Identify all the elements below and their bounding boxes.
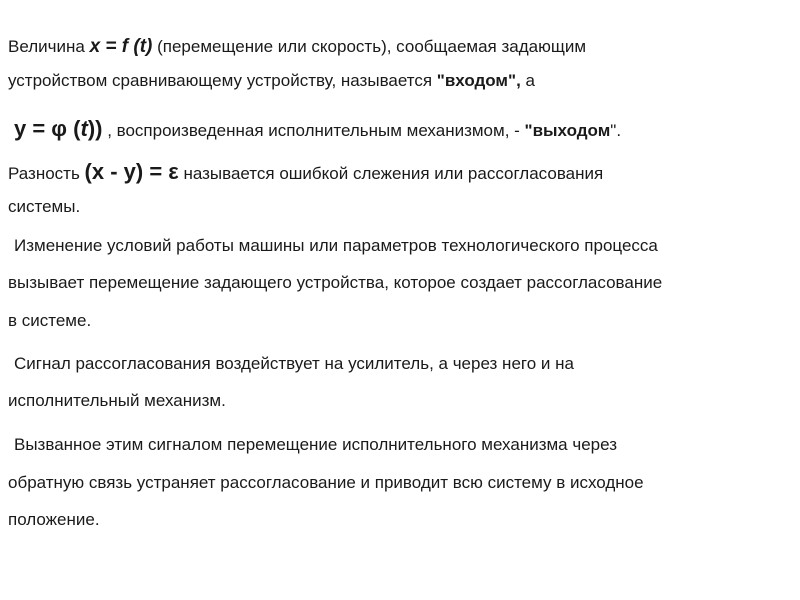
text: называется ошибкой слежения или рассогласования xyxy=(178,164,604,183)
text: Сигнал рассогласования воздействует на усилитель, а через него и на xyxy=(14,354,574,373)
text: ". xyxy=(610,121,622,140)
paragraph-4-line-1 xyxy=(8,236,658,256)
text: Величина xyxy=(8,37,90,56)
paragraph-4-line-2 xyxy=(8,273,662,293)
text: а xyxy=(520,71,535,90)
formula-t: t xyxy=(80,116,88,141)
paragraph-3-line-1 xyxy=(8,159,604,184)
paragraph-2-line-1 xyxy=(8,116,622,141)
text: вызывает перемещение задающего устройства, которое создает рассогласование xyxy=(8,273,663,292)
paragraph-6-line-2 xyxy=(8,473,644,493)
paragraph-1-line-2 xyxy=(8,71,535,91)
formula-close: )) xyxy=(87,116,103,141)
formula-x-equals-f-t: x = f (t) xyxy=(89,36,153,57)
paragraph-5-line-2 xyxy=(8,391,226,411)
paragraph-6-line-3 xyxy=(8,510,100,530)
text: в системе. xyxy=(8,311,92,330)
paragraph-4-line-3 xyxy=(8,311,91,331)
text: Вызванное этим сигналом перемещение исполнительного механизма через xyxy=(14,435,618,454)
text: Изменение условий работы машины или параметров технологического процесса xyxy=(14,236,658,255)
formula-y-equals-phi: у = φ ( xyxy=(14,116,81,141)
text: исполнительный механизм. xyxy=(8,391,226,410)
paragraph-3-line-2 xyxy=(8,197,80,217)
text: системы. xyxy=(8,197,81,216)
text: положение. xyxy=(8,510,100,529)
term-output: "выходом xyxy=(524,121,611,140)
text: (перемещение или скорость), сообщаемая задающим xyxy=(152,37,587,56)
term-input: "входом", xyxy=(436,71,521,90)
text: устройством сравнивающему устройству, называется xyxy=(8,71,437,90)
text: , воспроизведенная исполнительным механизмом, - xyxy=(102,121,525,140)
paragraph-6-line-1 xyxy=(8,435,617,455)
text: Разность xyxy=(8,164,85,183)
paragraph-1-line-1 xyxy=(8,37,586,57)
text: обратную связь устраняет рассогласование и приводит всю систему в исходное xyxy=(8,473,644,492)
paragraph-5-line-1 xyxy=(8,354,574,374)
formula-error-epsilon: (x - y) = ε xyxy=(84,159,179,184)
